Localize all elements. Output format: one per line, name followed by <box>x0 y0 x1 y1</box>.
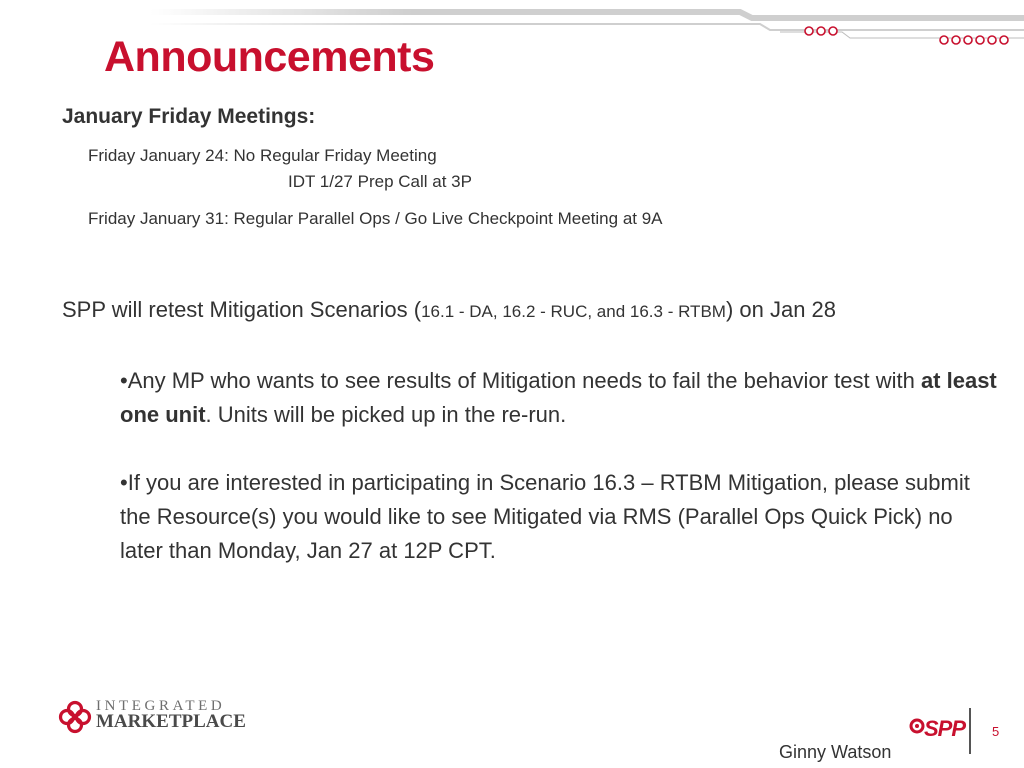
meetings-heading: January Friday Meetings: <box>62 105 316 128</box>
footer-divider <box>969 708 971 754</box>
retest-post: ) on Jan 28 <box>725 297 837 322</box>
bullet1-bold: at least one unit <box>120 368 997 427</box>
logo-integrated: INTEGRATED <box>96 698 226 714</box>
page-number: 5 <box>992 724 1000 739</box>
retest-announcement <box>62 297 836 323</box>
meeting-line-jan-31: Friday January 31: Regular Parallel Ops / Go Live Checkpoint Meeting at 9A <box>88 209 663 228</box>
integrated-marketplace-emblem-icon <box>58 700 92 734</box>
bullet1-pre: •Any MP who wants to see results of Mitigation needs to fail the behavior test with <box>120 368 921 393</box>
presenter-name: Ginny Watson <box>779 742 892 762</box>
retest-pre: SPP will retest Mitigation Scenarios ( <box>62 297 422 322</box>
bullet-mitigation-results <box>120 364 1000 432</box>
bullet1-post: . Units will be picked up in the re-run. <box>205 402 567 427</box>
meeting-line-jan-24: Friday January 24: No Regular Friday Meeting <box>88 146 437 165</box>
spp-logo-text: SPP <box>924 716 966 741</box>
retest-scenarios: 16.1 - DA, 16.2 - RUC, and 16.3 - RTBM <box>421 302 726 321</box>
slide-title: Announcements <box>104 33 435 81</box>
spp-logo-icon <box>909 718 925 734</box>
meeting-line-idt-prep: IDT 1/27 Prep Call at 3P <box>288 172 472 191</box>
logo-marketplace: MARKETPLACE <box>96 711 246 732</box>
bullet-scenario-16-3: •If you are interested in participating in Scenario 16.3 – RTBM Mitigation, please submit the Resource(s) you would like to see Mitigated via RMS (Parallel Ops Quick Pick) no later than Monday, Jan 27 at 12P CPT. <box>120 470 970 563</box>
